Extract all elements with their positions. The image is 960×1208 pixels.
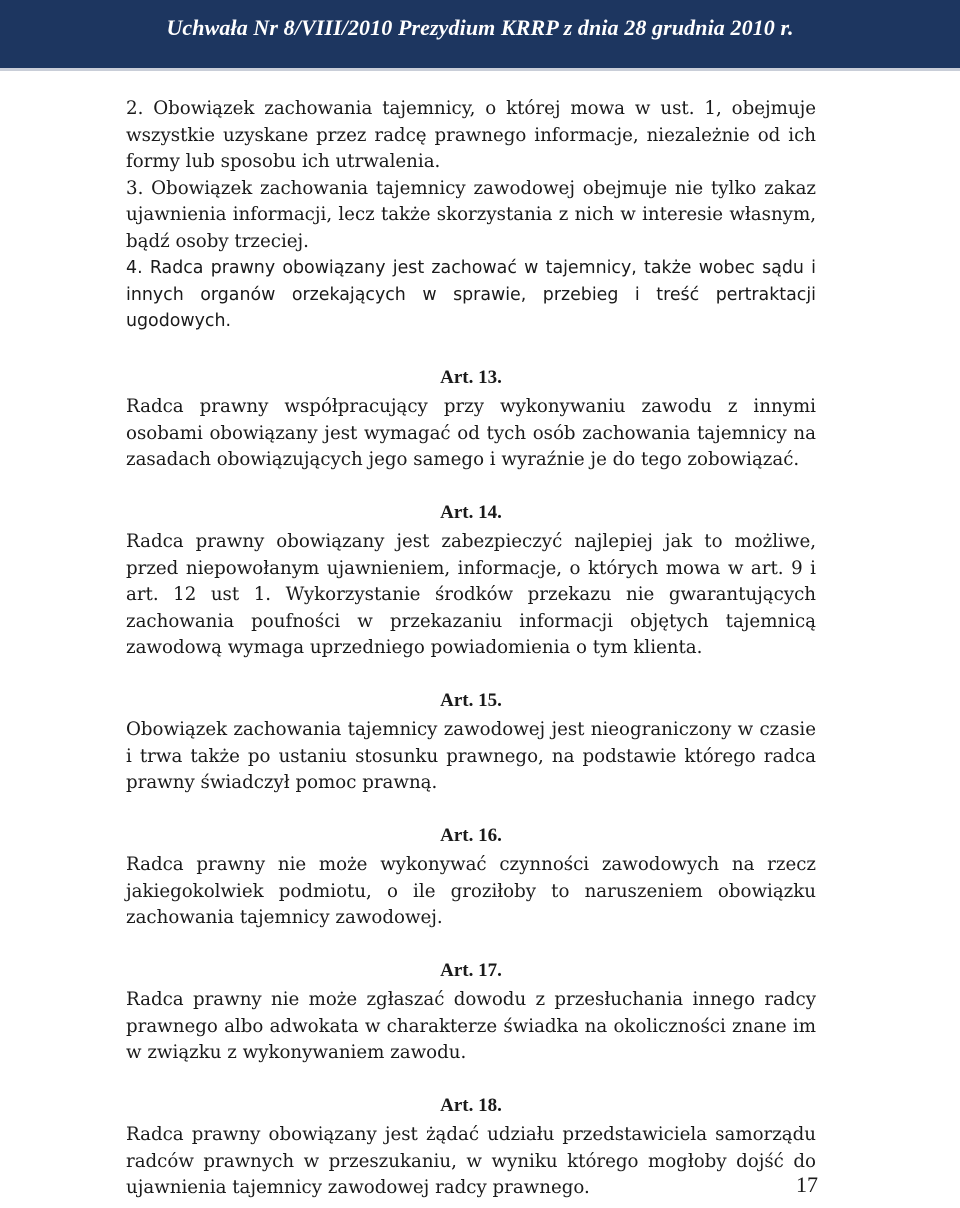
page-number: 17 xyxy=(796,1172,818,1197)
article-title: Art. 14. xyxy=(440,501,502,523)
article-17 xyxy=(126,958,816,1067)
paragraph-ust-4: 4. Radca prawny obowiązany jest zachować w tajemnicy, także wobec sądu i innych organów orzekających w sprawie, przebieg i treść pertraktacji ugodowych. xyxy=(126,258,816,331)
paragraph-ust-2: 2. Obowiązek zachowania tajemnicy, o której mowa w ust. 1, obejmuje wszystkie uzyskane przez radcę prawnego informacje, niezależnie od ich formy lub sposobu ich utrwalenia. xyxy=(126,98,816,172)
paragraph-ust-3: 3. Obowiązek zachowania tajemnicy zawodowej obejmuje nie tylko zakaz ujawnienia informacji, lecz także skorzystania z nich w interesie własnym, bądź osoby trzeciej. xyxy=(126,177,816,252)
article-text: Radca prawny nie może zgłaszać dowodu z przesłuchania innego radcy prawnego albo adwokata w charakterze świadka na okoliczności znane im w związku z wykonywaniem zawodu. xyxy=(126,989,816,1063)
article-text: Radca prawny obowiązany jest zabezpieczyć najlepiej jak to możliwe, przed niepowołanym ujawnieniem, informacje, o których mowa w art. 9 i art. 12 ust 1. Wykorzystanie środków przekazu nie gwarantujących zachowania poufności w przekazaniu informacji objętych tajemnicą zawodową wymaga uprzedniego powiadomienia o tym klienta. xyxy=(126,531,816,658)
article-14 xyxy=(126,500,816,662)
article-text: Radca prawny obowiązany jest żądać udziału przedstawiciela samorządu radców prawnych w przeszukaniu, w wyniku którego mogłoby dojść do ujawnienia tajemnicy zawodowej radcy prawnego. xyxy=(126,1124,816,1198)
article-13 xyxy=(126,365,816,474)
article-title: Art. 15. xyxy=(440,689,502,711)
article-title: Art. 18. xyxy=(440,1094,502,1116)
article-text: Obowiązek zachowania tajemnicy zawodowej jest nieograniczony w czasie i trwa także po ustaniu stosunku prawnego, na podstawie którego radca prawny świadczył pomoc prawną. xyxy=(126,719,816,793)
header-band xyxy=(0,0,960,71)
document-body xyxy=(126,96,816,1202)
article-18 xyxy=(126,1093,816,1202)
article-title: Art. 17. xyxy=(440,959,502,981)
article-text: Radca prawny nie może wykonywać czynności zawodowych na rzecz jakiegokolwiek podmiotu, o ile groziłoby to naruszeniem obowiązku zachowania tajemnicy zawodowej. xyxy=(126,854,816,928)
article-title: Art. 16. xyxy=(440,824,502,846)
article-text: Radca prawny współpracujący przy wykonywaniu zawodu z innymi osobami obowiązany jest wymagać od tych osób zachowania tajemnicy na zasadach obowiązujących jego samego i wyraźnie je do tego zobowiązać. xyxy=(126,396,816,470)
article-16 xyxy=(126,823,816,932)
document-header-title: Uchwała Nr 8/VIII/2010 Prezydium KRRP z dnia 28 grudnia 2010 r. xyxy=(166,15,794,40)
article-title: Art. 13. xyxy=(440,366,502,388)
article-15 xyxy=(126,688,816,797)
